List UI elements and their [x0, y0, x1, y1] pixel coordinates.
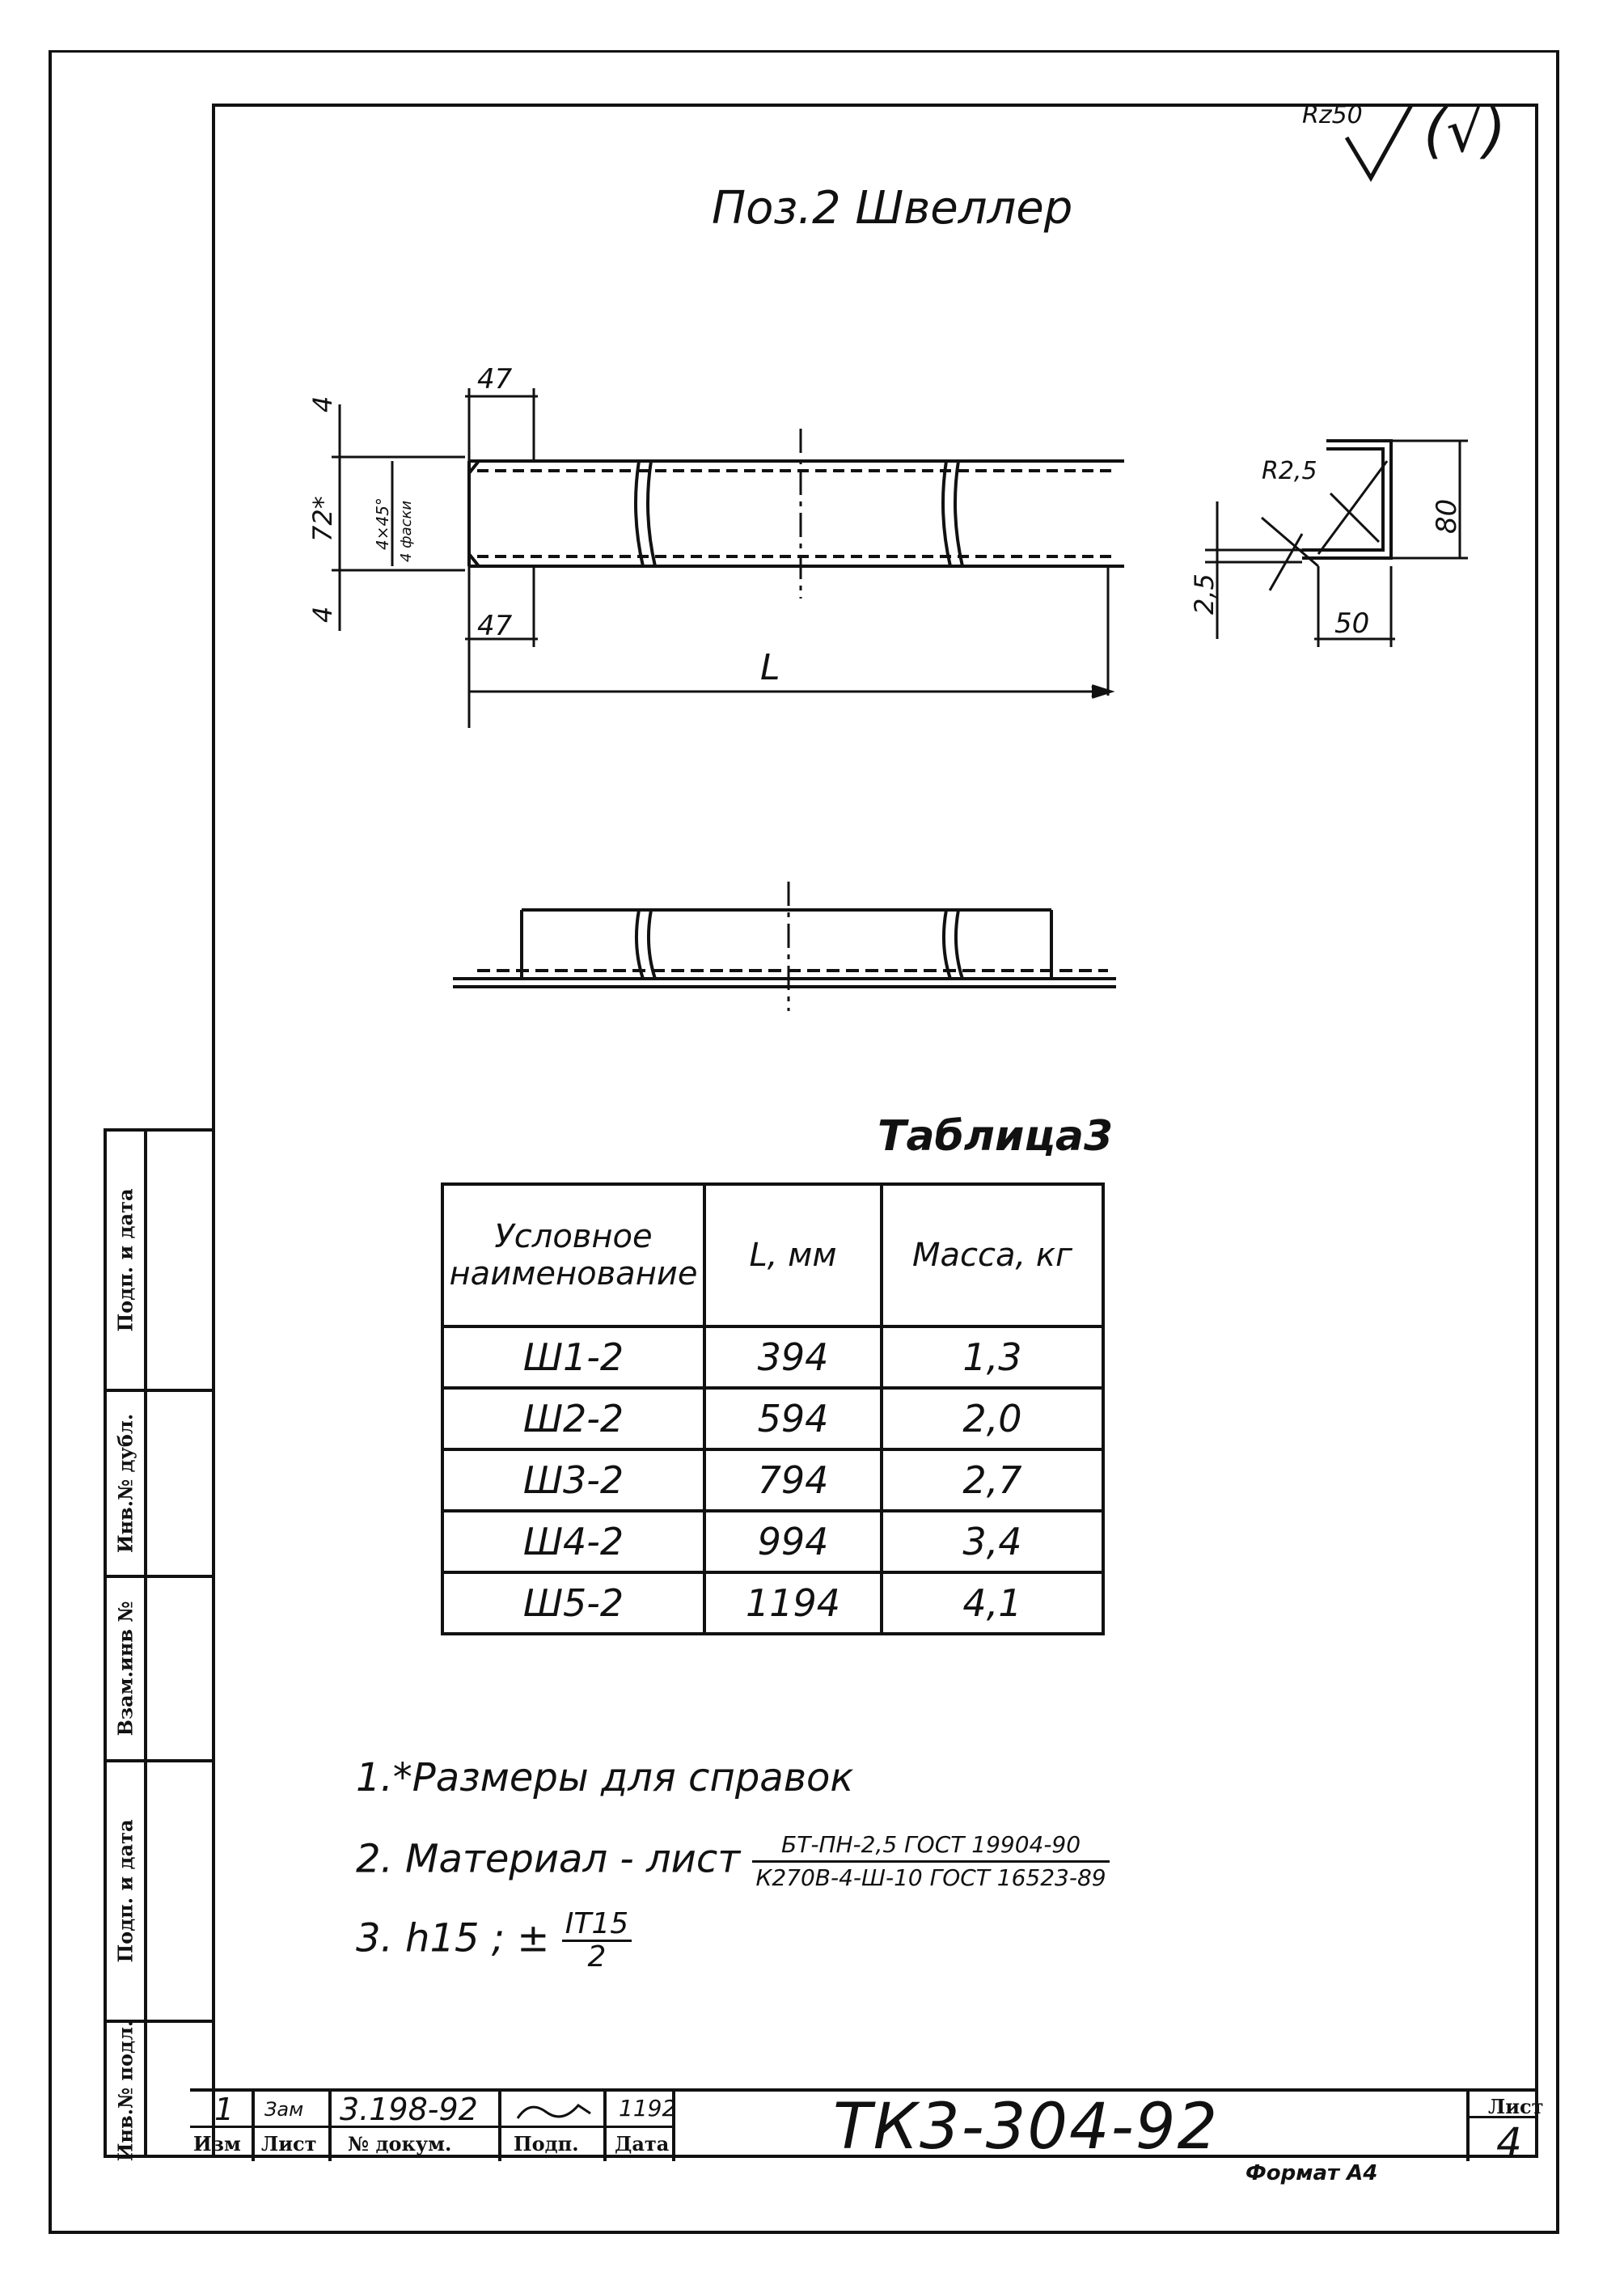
dim-length: L	[760, 647, 780, 688]
table-cell: 3,4	[882, 1511, 1103, 1572]
dim-top-width: 47	[477, 363, 513, 396]
section-dim-height: 80	[1431, 498, 1463, 534]
margin-label: Взам.инв №	[113, 1601, 137, 1737]
table-caption: Таблица3	[878, 1112, 1114, 1161]
material-numerator: БТ-ПН-2,5 ГОСТ 19904-90	[752, 1830, 1109, 1863]
section-dim-thickness: 2,5	[1189, 573, 1220, 615]
rev-number: 1	[214, 2092, 235, 2127]
section-dim-width: 50	[1334, 607, 1370, 640]
table-cell: 994	[704, 1511, 882, 1572]
table-cell: Ш1-2	[442, 1326, 704, 1388]
table-header-length: L, мм	[704, 1184, 882, 1326]
margin-label: Инв.№ дубл.	[113, 1413, 137, 1554]
rev-document: 3.198-92	[340, 2092, 478, 2127]
table-cell: Ш2-2	[442, 1388, 704, 1449]
rev-sheet: Зам	[264, 2098, 304, 2121]
table-row	[442, 1511, 1103, 1572]
table-cell: Ш3-2	[442, 1449, 704, 1511]
roughness-parenthesis: (√)	[1423, 97, 1507, 165]
header-izm: Изм	[193, 2132, 241, 2156]
chamfer-note-2: 4 фаски	[398, 500, 415, 562]
margin-label: Подп. и дата	[113, 1188, 137, 1332]
roughness-symbol-icon	[1334, 97, 1423, 186]
header-signature: Подп.	[514, 2132, 579, 2156]
header-doc-number: № докум.	[348, 2132, 452, 2156]
channel-side-view	[453, 882, 1124, 1011]
dimensions-table	[441, 1182, 1105, 1635]
tolerance-fraction	[562, 1909, 632, 1973]
table-cell: 1194	[704, 1572, 882, 1634]
chamfer-note-1: 4×45°	[373, 497, 392, 550]
note-tolerance	[356, 1909, 632, 1973]
tolerance-denominator: 2	[587, 1940, 607, 1974]
document-code: ТК3-304-92	[833, 2091, 1220, 2164]
table-header-mass: Масса, кг	[882, 1184, 1103, 1326]
note-reference-dimensions: 1.*Размеры для справок	[356, 1755, 854, 1800]
channel-plan-view	[291, 356, 1132, 744]
table-cell: 1,3	[882, 1326, 1103, 1388]
margin-cell	[107, 1762, 212, 2023]
table-cell: 2,7	[882, 1449, 1103, 1511]
table-row	[442, 1572, 1103, 1634]
material-fraction	[752, 1830, 1109, 1893]
material-denominator: К270В-4-Ш-10 ГОСТ 16523-89	[755, 1864, 1106, 1891]
sheet-label: Лист	[1488, 2095, 1544, 2118]
margin-cell	[107, 1578, 212, 1762]
dim-height: 72*	[307, 496, 338, 542]
rev-date: 1192	[619, 2095, 677, 2122]
dim-bottom-width: 47	[477, 610, 513, 642]
roughness-label: Rz50	[1302, 101, 1363, 129]
dim-bottom-gap: 4	[307, 606, 338, 623]
margin-label: Инв.№ подл.	[113, 2020, 137, 2161]
table-header-name: Условное наименование	[442, 1184, 704, 1326]
table-row	[442, 1388, 1103, 1449]
signature-icon	[514, 2096, 594, 2123]
table-row	[442, 1326, 1103, 1388]
table-cell: 394	[704, 1326, 882, 1388]
margin-label: Подп. и дата	[113, 1819, 137, 1963]
table-cell: Ш5-2	[442, 1572, 704, 1634]
margin-cell	[107, 1132, 212, 1392]
table-cell: 794	[704, 1449, 882, 1511]
channel-section-view	[1189, 421, 1480, 663]
margin-stamp	[104, 1128, 212, 2161]
note-tolerance-prefix: 3. h15 ; ±	[356, 1915, 550, 1961]
table-row	[442, 1449, 1103, 1511]
dim-top-gap: 4	[307, 396, 338, 412]
tolerance-numerator: IT15	[562, 1909, 632, 1942]
table-cell: 4,1	[882, 1572, 1103, 1634]
section-radius: R2,5	[1262, 457, 1317, 485]
format-label: Формат А4	[1245, 2161, 1378, 2185]
margin-cell	[107, 1392, 212, 1578]
table-cell: 594	[704, 1388, 882, 1449]
table-cell: 2,0	[882, 1388, 1103, 1449]
table-cell: Ш4-2	[442, 1511, 704, 1572]
page-title: Поз.2 Швеллер	[712, 182, 1073, 235]
header-date: Дата	[615, 2132, 670, 2156]
header-list: Лист	[261, 2132, 317, 2156]
note-material-prefix: 2. Материал - лист	[356, 1836, 741, 1882]
note-material	[356, 1830, 1110, 1893]
sheet-number: 4	[1496, 2119, 1522, 2166]
table-header-row	[442, 1184, 1103, 1326]
